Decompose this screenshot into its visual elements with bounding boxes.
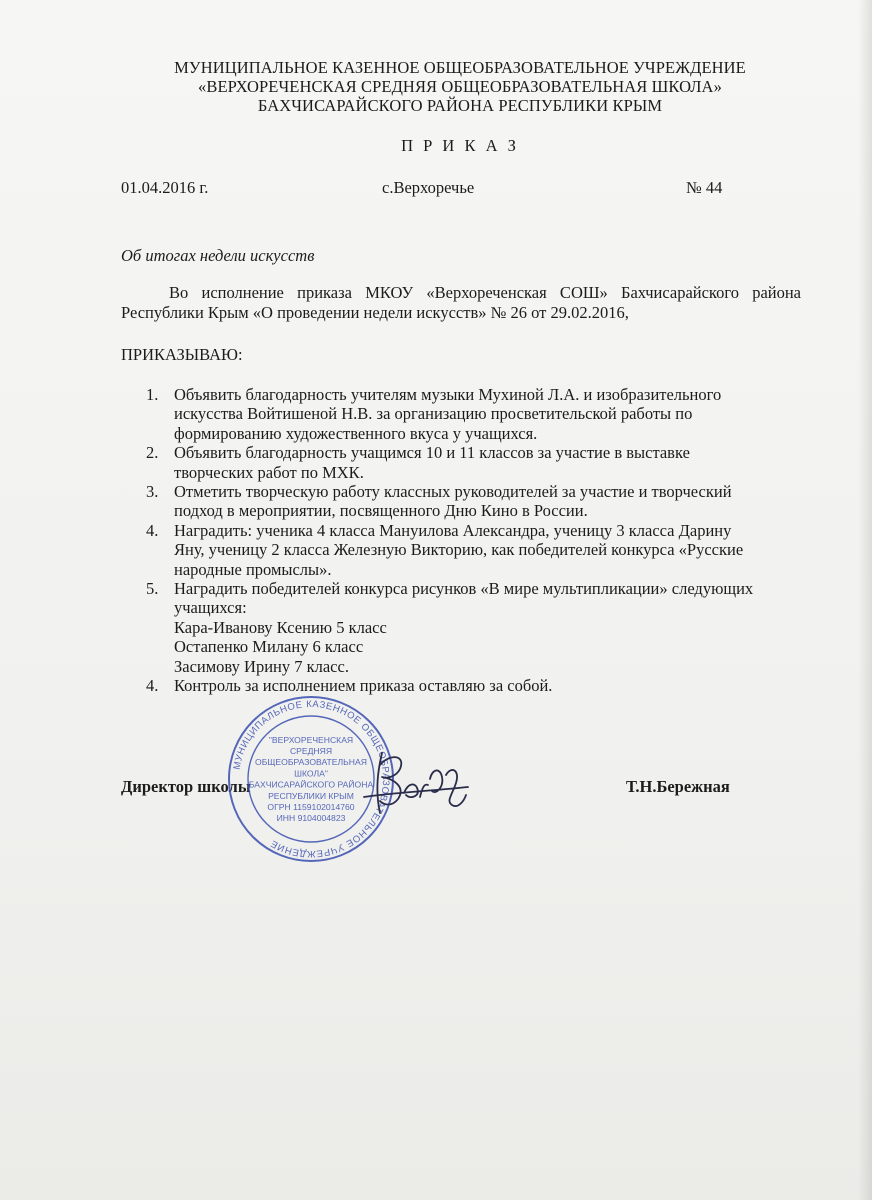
order-item-number: 1.	[146, 385, 159, 404]
order-item-line: учащихся:	[174, 598, 247, 618]
order-item-line: Наградить: ученика 4 класса Мануилова Александра, ученицу 3 класса Дарину	[174, 520, 732, 540]
header-line-3: БАХЧИСАРАЙСКОГО РАЙОНА РЕСПУБЛИКИ КРЫМ	[257, 96, 663, 115]
order-item	[146, 482, 806, 521]
stamp-text-line: ИНН 9104004823	[276, 813, 346, 824]
order-item-line: искусства Войтишеной Н.В. за организацию просветительской работы по	[174, 404, 693, 424]
order-subject: Об итогах недели искусств	[121, 246, 315, 265]
signature-position: Директор школы	[121, 777, 251, 796]
order-item-line: Объявить благодарность учителям музыки Мухиной Л.А. и изобразительного	[174, 385, 722, 404]
order-item-line: народные промыслы».	[174, 559, 332, 579]
signature-name: Т.Н.Бережная	[626, 777, 730, 796]
order-item-line: Остапенко Милану 6 класс	[174, 637, 364, 657]
order-preamble: Во исполнение приказа МКОУ «Верхореченская СОШ» Бахчисарайского района Республики Крым «О проведении недели искусств» № 26 от 29.02.2016,	[121, 283, 801, 322]
director-signature	[360, 735, 470, 825]
header-line-1: МУНИЦИПАЛЬНОЕ КАЗЕННОЕ ОБЩЕОБРАЗОВАТЕЛЬНОЕ УЧРЕЖДЕНИЕ	[174, 58, 746, 77]
order-number: № 44	[686, 178, 723, 197]
order-item-number: 4.	[146, 676, 159, 696]
order-item-line: Кара-Иванову Ксению 5 класс	[174, 617, 387, 637]
stamp-text-line: БАХЧИСАРАЙСКОГО РАЙОНА	[248, 779, 374, 790]
order-item-number: 4.	[146, 520, 159, 540]
order-date: 01.04.2016 г.	[121, 178, 209, 197]
svg-text:МУНИЦИПАЛЬНОЕ КАЗЕННОЕ ОБЩЕОБР: МУНИЦИПАЛЬНОЕ КАЗЕННОЕ ОБЩЕОБРАЗОВАТЕЛЬНОЕ УЧРЕЖДЕНИЕ	[231, 698, 392, 860]
order-item-line: Засимову Ирину 7 класс.	[174, 656, 349, 676]
order-item	[146, 521, 806, 579]
order-item-number: 5.	[146, 579, 159, 599]
order-item	[146, 385, 806, 443]
document-type: П Р И К А З	[401, 136, 519, 155]
stamp-text-line: "ВЕРХОРЕЧЕНСКАЯ	[268, 734, 354, 745]
order-item-number: 3.	[146, 482, 159, 502]
page-edge-shadow	[858, 0, 872, 1200]
order-item-line: Контроль за исполнением приказа оставляю за собой.	[174, 676, 553, 696]
stamp-text-line: ОБЩЕОБРАЗОВАТЕЛЬНАЯ	[255, 757, 367, 768]
order-item	[146, 443, 806, 482]
stamp-text-line: ОГРН 1159102014760	[267, 802, 355, 812]
order-item	[146, 676, 806, 695]
order-item	[146, 579, 806, 676]
order-item-line: подход в мероприятии, посвященного Дню Кино в России.	[174, 501, 588, 521]
order-item-line: формированию художественного вкуса у учащихся.	[174, 423, 538, 443]
order-item-number: 2.	[146, 443, 159, 463]
document-header	[120, 58, 800, 115]
order-item-line: Объявить благодарность учащимся 10 и 11 классов за участие в выставке	[174, 443, 690, 463]
stamp-text-line: ШКОЛА"	[294, 768, 328, 779]
order-item-line: творческих работ по МХК.	[174, 462, 364, 482]
order-item-line: Наградить победителей конкурса рисунков «В мире мультипликации» следующих	[174, 579, 754, 599]
orders-list	[146, 385, 806, 696]
stamp-text-line: РЕСПУБЛИКИ КРЫМ	[268, 790, 354, 801]
order-item-line: Отметить творческую работу классных руководителей за участие и творческий	[174, 482, 732, 502]
order-item-line: Яну, ученицу 2 класса Железную Викторию, как победителей конкурса «Русские	[174, 540, 744, 560]
orders-label: ПРИКАЗЫВАЮ:	[121, 345, 243, 364]
stamp-text-line: СРЕДНЯЯ	[289, 746, 333, 756]
order-place: с.Верхоречье	[382, 178, 475, 197]
header-line-2: «ВЕРХОРЕЧЕНСКАЯ СРЕДНЯЯ ОБЩЕОБРАЗОВАТЕЛЬНАЯ ШКОЛА»	[198, 77, 722, 96]
